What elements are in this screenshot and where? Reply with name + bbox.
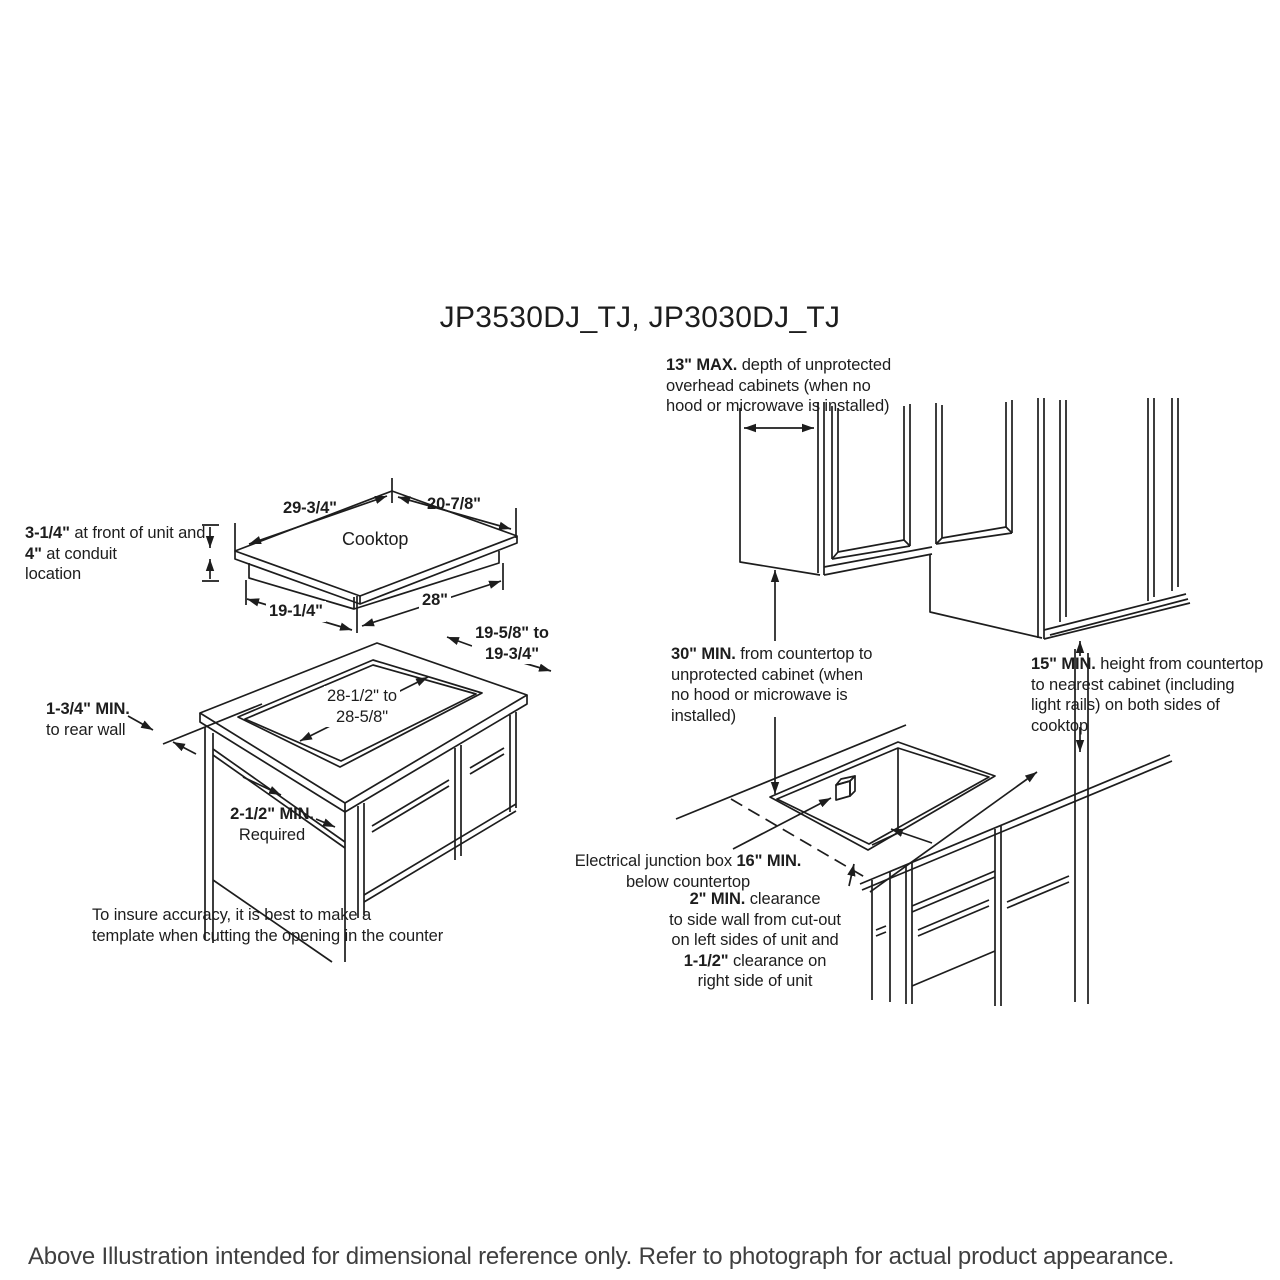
min-height-side-note: 15" MIN. height from countertop to nearest cabinet (including light rails) on both sides of cooktop xyxy=(1031,655,1264,735)
dim-cutout-depth: 19-5/8" to 19-3/4" xyxy=(472,623,552,664)
min-height-center-note: 30" MIN. from countertop to unprotected cabinet (when no hood or microwave is installed) xyxy=(671,645,873,725)
dim-cutout-width: 28-1/2" to 28-5/8" xyxy=(324,686,400,727)
dim-bottom-depth: 19-1/4" xyxy=(266,601,326,622)
rear-wall-clearance-note: 1-3/4" MIN. to rear wall xyxy=(46,700,130,739)
dim-bottom-width: 28" xyxy=(419,590,451,611)
cooktop-height-note: 3-1/4" at front of unit and 4" at conduit location xyxy=(25,524,206,583)
overhead-max-depth-note: 13" MAX. depth of unprotected overhead cabinets (when no hood or microwave is installed) xyxy=(666,356,892,415)
template-note: To insure accuracy, it is best to make a template when cutting the opening in the counter xyxy=(92,906,444,945)
dim-top-width: 29-3/4" xyxy=(283,499,337,517)
junction-box-note: Electrical junction box 16" MIN. below countertop xyxy=(574,852,802,891)
side-clearance-note: 2" MIN. clearance to side wall from cut-out on left sides of unit and 1-1/2" clearance on right side of unit xyxy=(669,890,841,990)
front-rail-min-note: 2-1/2" MIN. Required xyxy=(230,805,314,844)
disclaimer-text: Above Illustration intended for dimensional reference only. Refer to photograph for actual product appearance. xyxy=(28,1243,1175,1270)
dim-top-depth: 20-7/8" xyxy=(427,495,481,513)
cooktop-surface-label: Cooktop xyxy=(342,529,409,549)
junction-box-drawing xyxy=(836,776,855,800)
model-numbers-title: JP3530DJ_TJ, JP3030DJ_TJ xyxy=(439,301,841,334)
